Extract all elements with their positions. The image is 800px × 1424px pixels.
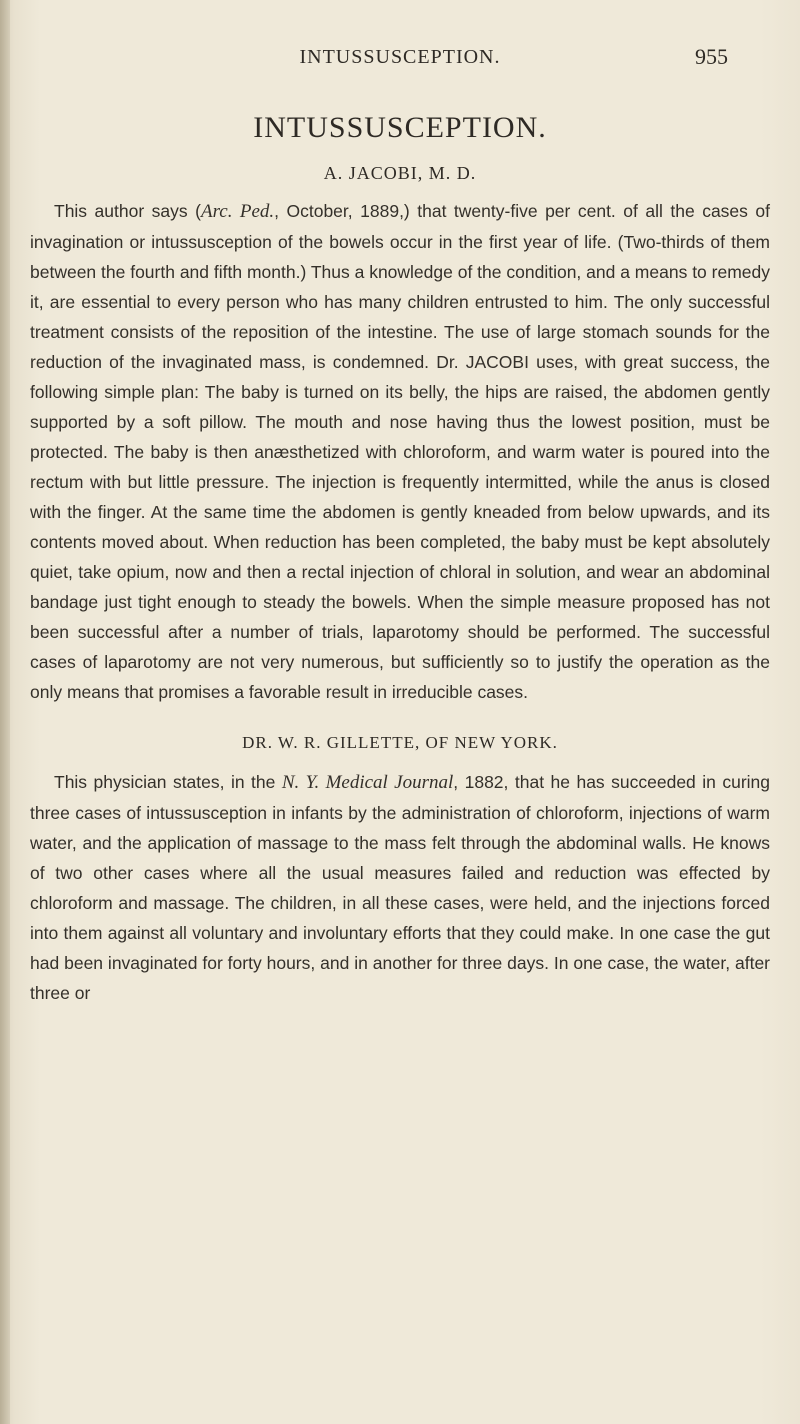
paragraph-text: , 1882, that he has succeeded in curing three cases of intussusception in infants by the administration of chloroform, injections of warm water, and the application of massage to the mass felt through the abdominal walls. He knows of two other cases where all the usual measures failed and reduction was effected by chloroform and massage. The children, in all these cases, were held, and the injections forced into them against all voluntary and involuntary efforts that they could make. In one case the gut had been invaginated for forty hours, and in another for three days. In one case, the water, after three or (30, 772, 770, 1003)
citation-journal: Arc. Ped. (200, 201, 275, 222)
article-body (30, 108, 770, 1008)
paragraph-gillette (30, 767, 770, 1008)
running-head-title: INTUSSUSCEPTION. (299, 46, 501, 68)
citation-journal: N. Y. Medical Journal (281, 772, 454, 793)
article-title: INTUSSUSCEPTION. (253, 111, 547, 144)
page-binding-edge (0, 0, 10, 1424)
article-byline: A. JACOBI, M. D. (323, 163, 477, 183)
page-number: 955 (695, 44, 728, 69)
paragraph-text: This author says ( (54, 201, 201, 221)
paragraph-text: This physician states, in the (54, 772, 282, 792)
paragraph-text: , October, 1889,) that twenty-five per cent. of all the cases of invagination or intussusception of the bowels occur in the first year of life. (Two-thirds of them between the fourth and fifth month.) Thus a knowledge of the condition, and a means to remedy it, are essential to every person who has many children entrusted to him. The only successful treatment consists of the reposition of the intestine. The use of large stomach sounds for the reduction of the invaginated mass, is condemned. Dr. JACOBI uses, with great success, the following simple plan: The baby is turned on its belly, the hips are raised, the abdomen gently supported by a soft pillow. The mouth and nose having thus the lowest position, must be protected. The baby is then anæsthetized with chloroform, and warm water is poured into the rectum with but little pressure. The injection is frequently intermitted, while the anus is closed with the finger. At the same time the abdomen is gently kneaded from below upwards, and its contents moved about. When reduction has been completed, the baby must be kept absolutely quiet, take opium, now and then a rectal injection of chloral in solution, and wear an abdominal bandage just tight enough to steady the bowels. When the simple measure proposed has not been successful after a number of trials, laparotomy should be performed. The successful cases of laparotomy are not very numerous, but sufficiently so to justify the operation as the only means that promises a favorable result in irreducible cases. (30, 201, 770, 702)
paragraph-jacobi (30, 196, 770, 707)
section-heading: DR. W. R. GILLETTE, OF NEW YORK. (242, 733, 558, 752)
running-head (0, 46, 800, 76)
